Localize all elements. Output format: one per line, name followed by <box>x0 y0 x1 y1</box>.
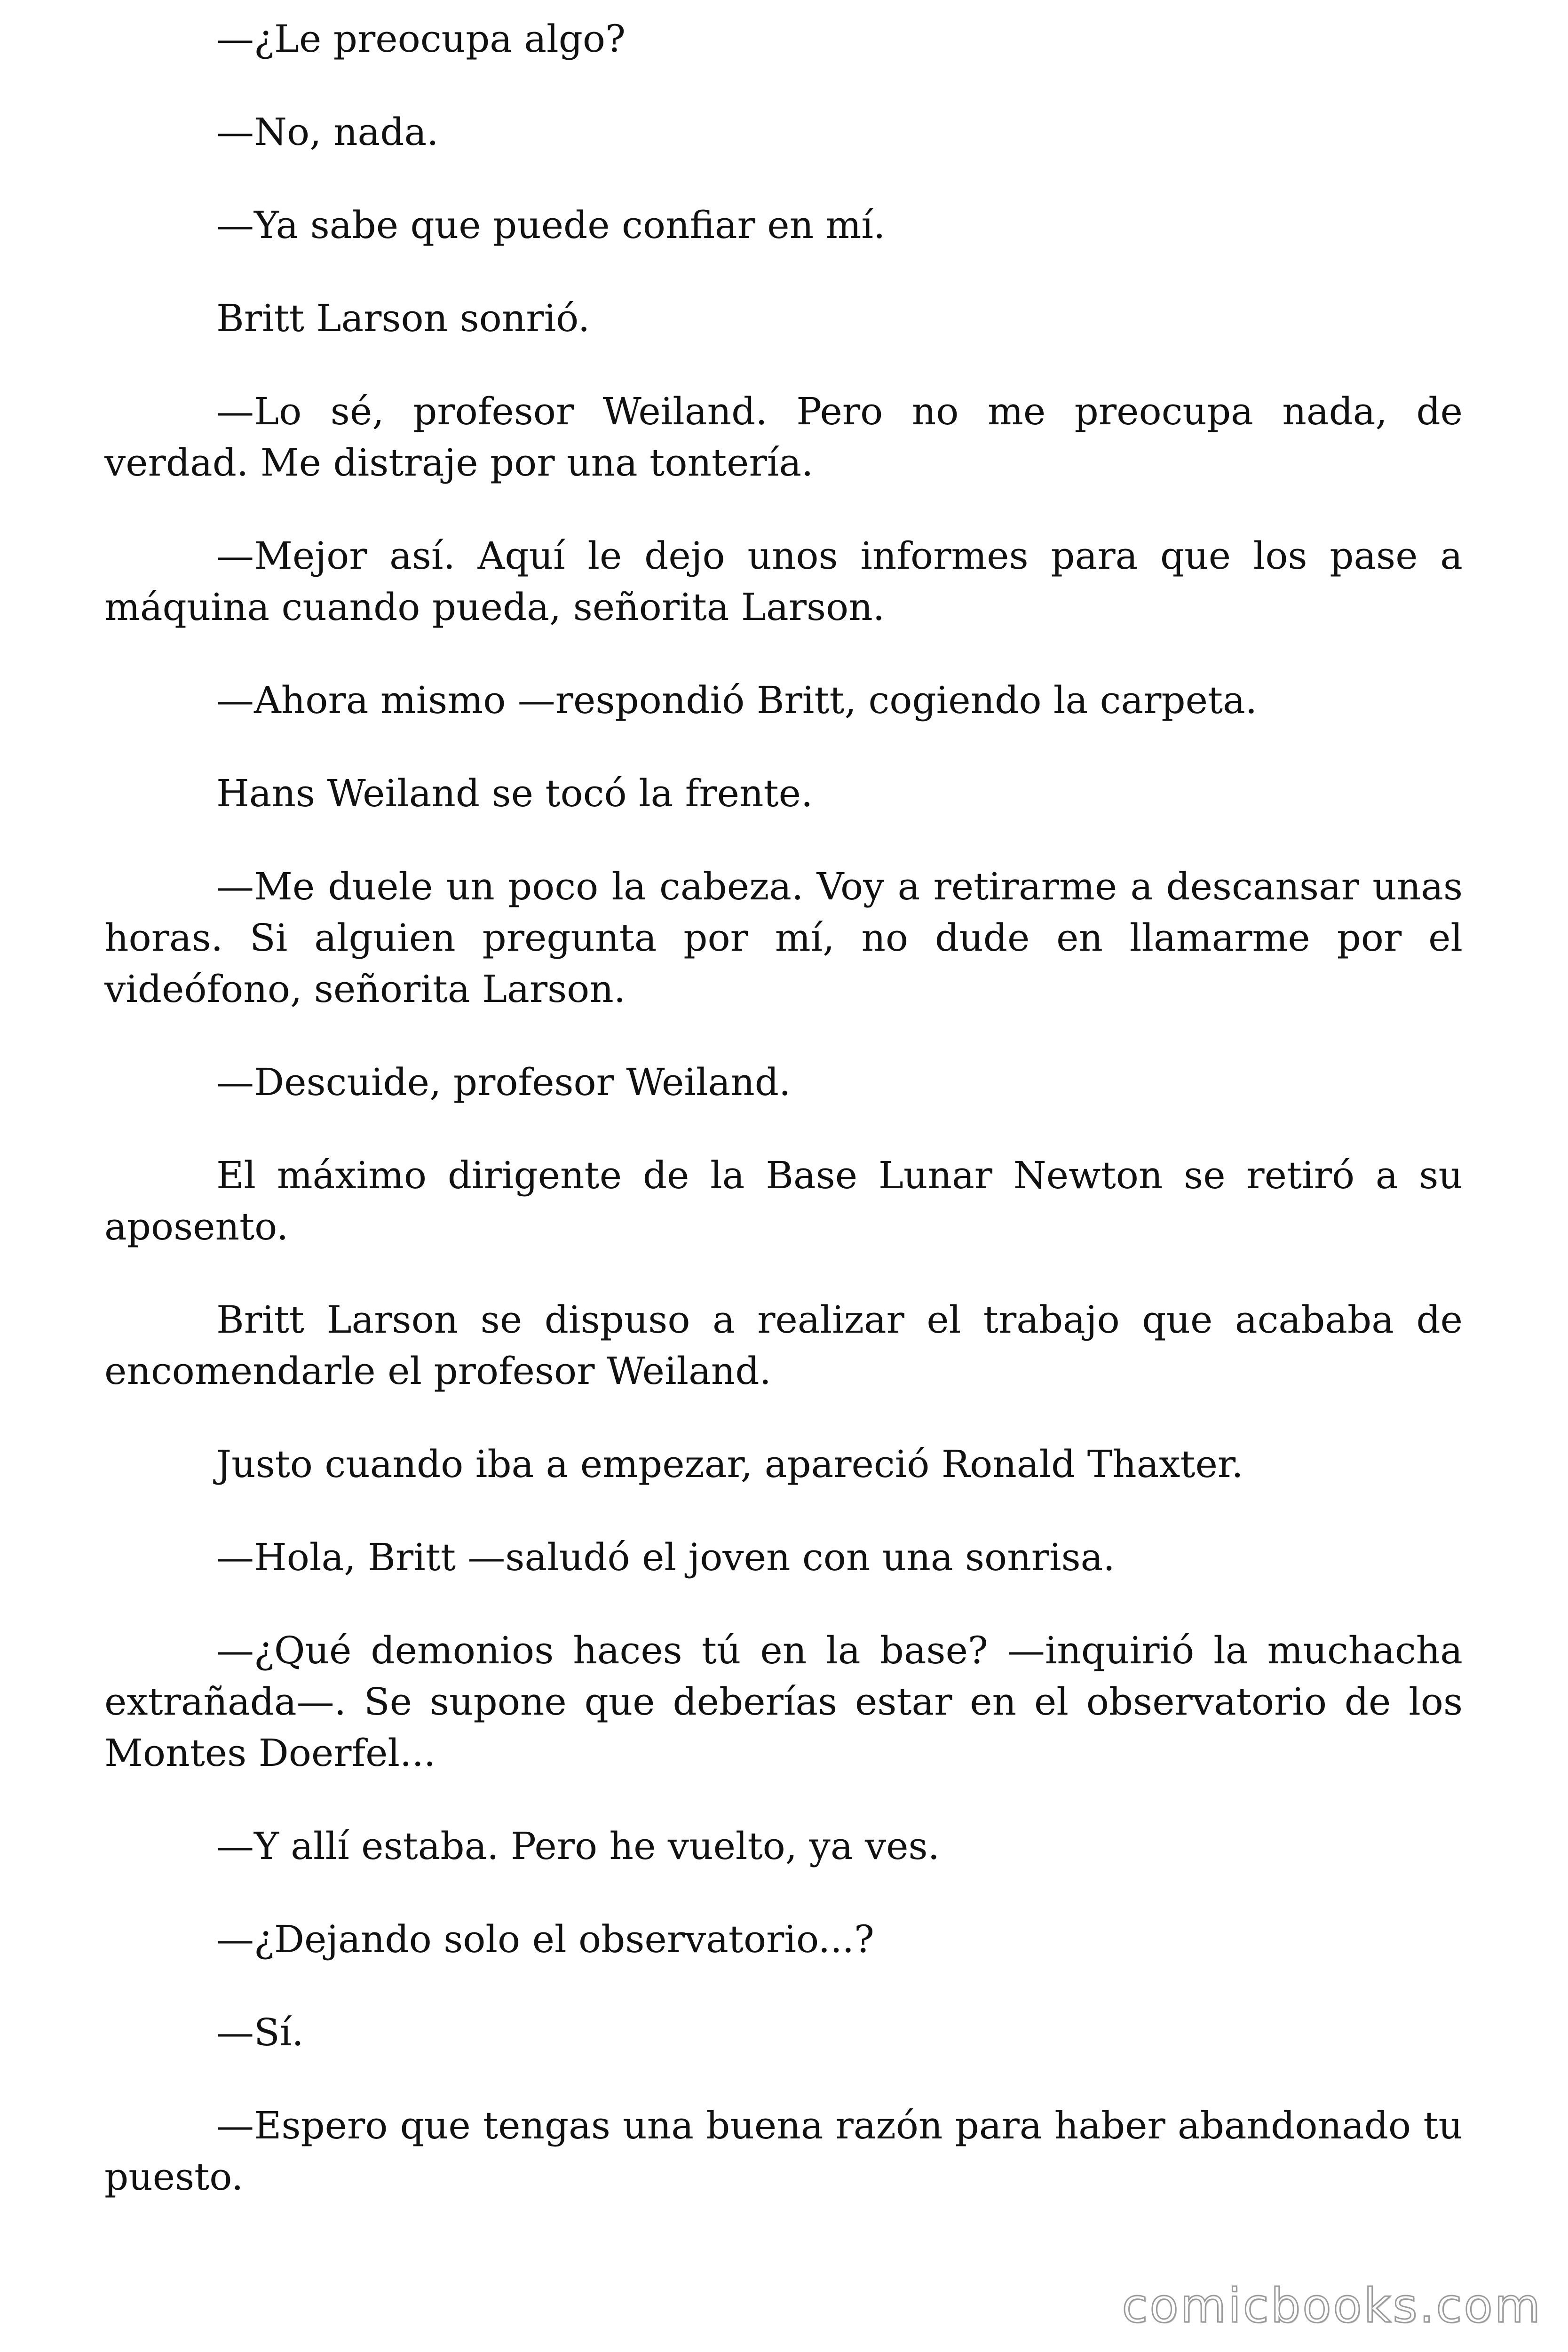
paragraph-3: —Ya sabe que puede confiar en mí. <box>216 203 886 247</box>
paragraph-2: —No, nada. <box>216 110 439 154</box>
paragraph-7: —Ahora mismo —respondió Britt, cogiendo la carpeta. <box>216 678 1258 722</box>
paragraph-5: —Lo sé, profesor Weiland. Pero no me preocupa nada, de verdad. Me distraje por una tontería. <box>104 389 1463 485</box>
paragraph-6: —Mejor así. Aquí le dejo unos informes para que los pase a máquina cuando pueda, señorita Larson. <box>104 534 1463 629</box>
paragraph-11: El máximo dirigente de la Base Lunar Newton se retiró a su aposento. <box>104 1153 1463 1248</box>
paragraph-1: —¿Le preocupa algo? <box>216 17 626 61</box>
paragraph-18: —Sí. <box>216 2010 304 2054</box>
watermark: comicbooks.com <box>1122 2278 1542 2333</box>
paragraph-4: Britt Larson sonrió. <box>216 296 590 340</box>
paragraph-13: Justo cuando iba a empezar, apareció Ronald Thaxter. <box>216 1442 1243 1486</box>
paragraph-10: —Descuide, profesor Weiland. <box>216 1060 791 1104</box>
paragraph-9: —Me duele un poco la cabeza. Voy a retirarme a descansar unas horas. Si alguien pregunta por mí, no dude en llamarme por el videófono, señorita Larson. <box>104 865 1463 1011</box>
page-text <box>104 13 1463 2244</box>
paragraph-8: Hans Weiland se tocó la frente. <box>216 771 813 815</box>
paragraph-12: Britt Larson se dispuso a realizar el trabajo que acababa de encomendarle el profesor Weiland. <box>104 1298 1463 1393</box>
paragraph-15: —¿Qué demonios haces tú en la base? —inquirió la muchacha extrañada—. Se supone que deberías estar en el observatorio de los Montes Doerfel... <box>104 1629 1463 1775</box>
paragraph-19: —Espero que tengas una buena razón para haber abandonado tu puesto. <box>104 2104 1463 2199</box>
paragraph-17: —¿Dejando solo el observatorio...? <box>216 1917 874 1961</box>
paragraph-14: —Hola, Britt —saludó el joven con una sonrisa. <box>216 1535 1115 1579</box>
paragraph-16: —Y allí estaba. Pero he vuelto, ya ves. <box>216 1824 940 1868</box>
